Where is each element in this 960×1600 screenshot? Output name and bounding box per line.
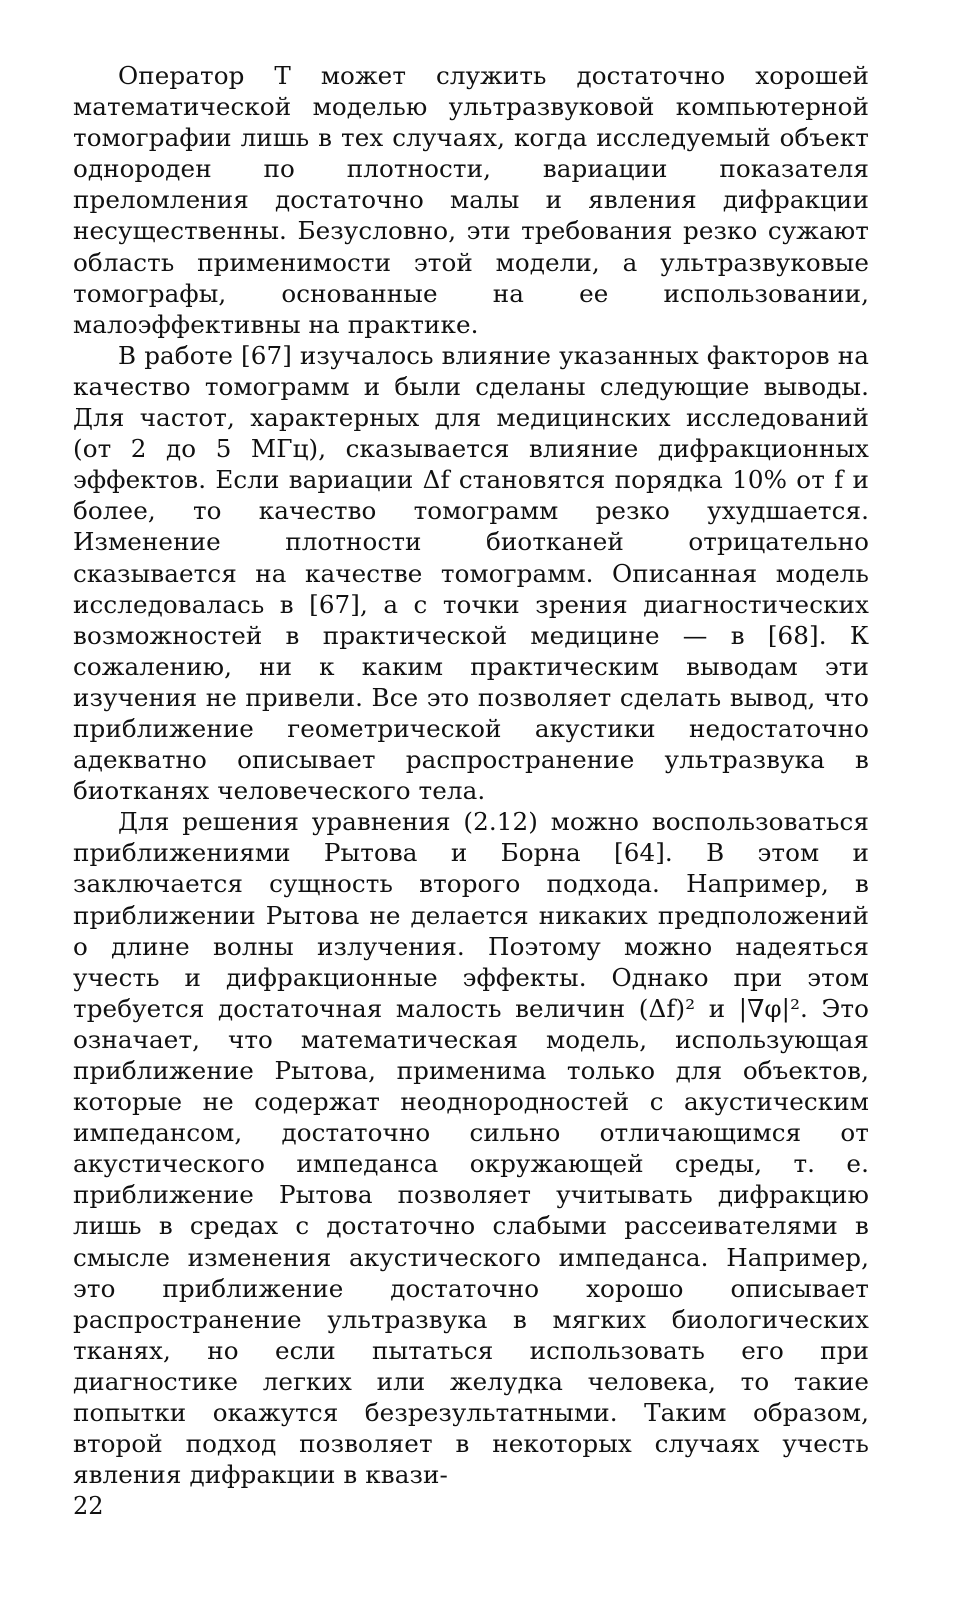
paragraph-3: Для решения уравнения (2.12) можно воспользоваться приближениями Рытова и Борна [64]. В этом и заключается сущность второго подхода. Например, в приближении Рытова не делается никаких предположений о длине волны излучения. Поэтому можно надеяться учесть и дифракционные эффекты. Однако при этом требуется достаточная малость величин (Δf)² и |∇φ|². Это означает, что математическая модель, использующая приближение Рытова, применима только для объектов, которые не содержат неоднородностей с акустическим импедансом, достаточно сильно отличающимся от акустического импеданса окружающей среды, т. е. приближение Рытова позволяет учитывать дифракцию лишь в средах с достаточно слабыми рассеивателями в смысле изменения акустического импеданса. Например, это приближение достаточно хорошо описывает распространение ультразвука в мягких биологических тканях, но если пытаться использовать его при диагностике легких или желудка человека, то такие попытки окажутся безрезультатными. Таким образом, второй подход позволяет в некоторых случаях учесть явления дифракции в квази- — [73, 807, 869, 1490]
paragraph-2: В работе [67] изучалось влияние указанных факторов на качество томограмм и были сделаны следующие выводы. Для частот, характерных для медицинских исследований (от 2 до 5 МГц), сказывается влияние дифракционных эффектов. Если вариации Δf становятся порядка 10% от f и более, то качество томограмм резко ухудшается. Изменение плотности биотканей отрицательно сказывается на качестве томограмм. Описанная модель исследовалась в [67], а с точки зрения диагностических возможностей в практической медицине — в [68]. К сожалению, ни к каким практическим выводам эти изучения не привели. Все это позволяет сделать вывод, что приближение геометрической акустики недостаточно адекватно описывает распространение ультразвука в биотканях человеческого тела. — [73, 340, 869, 806]
body-text — [73, 60, 869, 1490]
paragraph-1: Оператор T может служить достаточно хорошей математической моделью ультразвуковой компьютерной томографии лишь в тех случаях, когда исследуемый объект однороден по плотности, вариации показателя преломления достаточно малы и явления дифракции несущественны. Безусловно, эти требования резко сужают область применимости этой модели, а ультразвуковые томографы, основанные на ее использовании, малоэффективны на практике. — [73, 61, 869, 339]
page-number: 22 — [73, 1492, 104, 1520]
